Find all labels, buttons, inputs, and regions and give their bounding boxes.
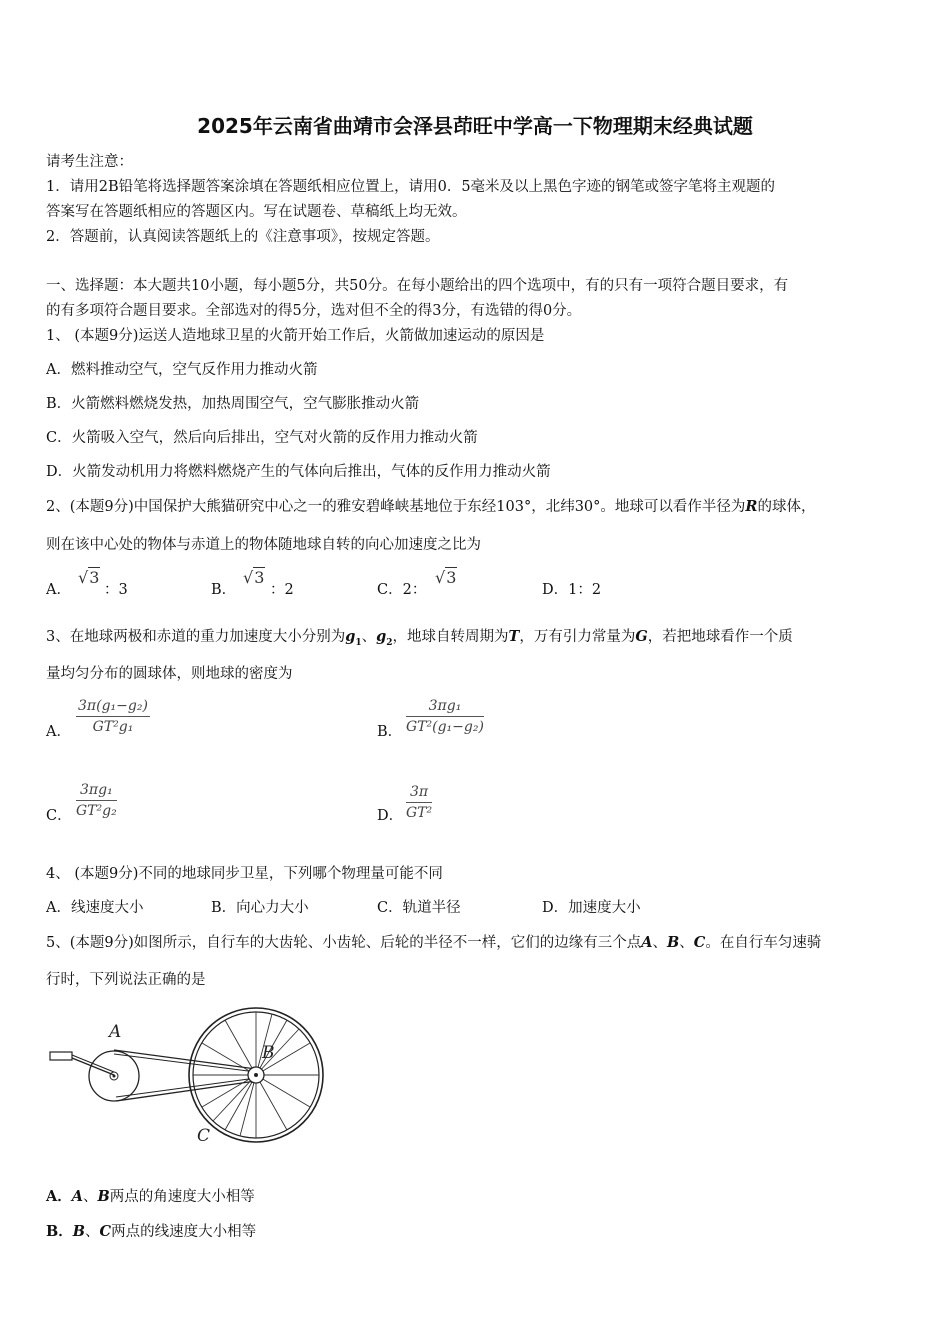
q2-option-a-radicand: 3 [89,568,100,587]
q5-stem-b: 。在自行车匀速骑 [705,935,822,951]
q3-g2-symbol: g [376,628,387,645]
q5-stem-a: 5、(本题9分)如图所示，自行车的大齿轮、小齿轮、后轮的半径不一样，它们的边缘有三个点 [46,935,642,951]
bicycle-gear-figure [44,1000,334,1150]
q5-option-a-label: A． [46,1188,72,1205]
big-gear-center [113,1075,116,1078]
figure-label-c: C [197,1126,211,1146]
q3-stem-c: ，万有引力常量为 [519,629,636,645]
q3-g1-symbol: g [345,628,356,645]
q2-option-a-sqrt: √3 [78,568,100,587]
q3-option-c-denominator: GT²g₂ [76,803,117,819]
q2-option-b-label: B． [211,582,237,598]
small-gear-center [254,1073,258,1077]
page-title: 2025年云南省曲靖市会泽县茚旺中学高一下物理期末经典试题 [197,114,753,138]
q5-option-a-point-1: A [71,1188,84,1205]
q2-radius-symbol: R [745,498,758,515]
wheel-spoke [202,1075,256,1107]
q3-option-d-denominator: GT² [406,805,433,821]
wheel-spoke [256,1075,310,1107]
q3-separator: 、 [361,629,377,645]
q5-point-c: C [693,934,706,951]
q2-option-a-ratio: ：3 [104,582,128,598]
notice-line-1a: 1．请用2B铅笔将选择题答案涂填在答题纸相应位置上，请用0．5毫米及以上黑色字迹的钢笔或签字笔将主观题的 [46,179,776,195]
q5-option-a-text: 两点的角速度大小相等 [109,1189,255,1205]
q5-option-b-text: 两点的线速度大小相等 [111,1224,257,1240]
q3-stem-b: ，地球自转周期为 [392,629,509,645]
section-heading-line-1: 一、选择题：本大题共10小题，每小题5分，共50分。在每小题给出的四个选项中，有的只有一项符合题目要求，有 [46,278,789,294]
q5-option-a-point-2: B [97,1188,110,1205]
q3-option-a-numerator: 3π(g₁−g₂) [76,698,150,717]
q5-point-b: B [667,934,680,951]
q3-option-b-denominator: GT²(g₁−g₂) [406,719,484,735]
q3-g2-subscript: 2 [386,637,393,648]
q3-option-a-denominator: GT²g₁ [92,719,134,735]
q5-option-b-label: B． [46,1223,73,1240]
q3-option-b-label: B． [377,724,403,740]
notice-heading: 请考生注意： [46,154,133,170]
q2-option-c-label: C．2： [377,582,427,598]
figure-label-a: A [109,1022,122,1042]
q3-gravity-constant-symbol: G [635,628,648,645]
q3-option-d-numerator: 3π [406,784,432,803]
figure-label-b: B [262,1043,275,1063]
q2-stem-line-1 [46,497,815,517]
q1-stem: 1、 (本题9分)运送人造地球卫星的火箭开始工作后，火箭做加速运动的原因是 [46,328,545,344]
q4-option-a: A．线速度大小 [46,900,144,916]
q4-stem: 4、 (本题9分)不同的地球同步卫星，下列哪个物理量可能不同 [46,866,443,882]
q5-separator-2: 、 [679,935,694,951]
q2-option-d: D．1：2 [542,582,602,598]
q3-option-a-label: A． [46,724,71,740]
chain-top [114,1050,256,1069]
q5-option-b-separator: 、 [85,1224,100,1240]
q5-option-a [46,1187,255,1207]
q3-stem-a: 3、在地球两极和赤道的重力加速度大小分别为 [46,629,346,645]
q5-option-b-point-1: B [72,1223,86,1240]
q2-option-b-radicand: 3 [254,568,265,587]
q2-option-a-label: A． [46,582,71,598]
wheel-spoke [202,1043,256,1075]
q3-stem-line-1 [46,627,793,653]
q3-option-c-label: C． [46,808,72,824]
q3-option-c-fraction [76,782,117,819]
q3-option-b-numerator: 3πg₁ [406,698,484,717]
crank-arm [72,1058,114,1075]
q5-stem-line-2: 行时，下列说法正确的是 [46,972,206,988]
q3-option-a-fraction [76,698,150,735]
q5-option-b [46,1222,256,1242]
q1-option-a: A．燃料推动空气，空气反作用力推动火箭 [46,362,318,378]
q3-option-c-numerator: 3πg₁ [76,782,117,801]
q3-stem-d: ，若把地球看作一个质 [647,629,793,645]
q2-stem-b: 的球体， [757,499,816,515]
q2-option-b-sqrt: √3 [243,568,265,587]
q3-stem-line-2: 量均匀分布的圆球体，则地球的密度为 [46,666,293,682]
q4-option-c: C．轨道半径 [377,900,461,916]
q5-separator-1: 、 [652,935,668,951]
q3-option-d-fraction [406,784,432,821]
section-heading-line-2: 的有多项符合题目要求。全部选对的得5分，选对但不全的得3分，有选错的得0分。 [46,303,582,319]
q4-option-d: D．加速度大小 [542,900,641,916]
q1-option-c: C．火箭吸入空气，然后向后排出，空气对火箭的反作用力推动火箭 [46,430,478,446]
q1-option-d: D．火箭发动机用力将燃料燃烧产生的气体向后推出，气体的反作用力推动火箭 [46,464,551,480]
pedal-icon [50,1052,72,1060]
notice-line-2: 2．答题前，认真阅读答题纸上的《注意事项》，按规定答题。 [46,229,440,245]
q1-option-b: B．火箭燃料燃烧发热，加热周围空气，空气膨胀推动火箭 [46,396,420,412]
q2-option-c-sqrt: √3 [435,568,457,587]
q5-point-a: A [641,934,653,951]
q2-option-b-ratio: ：2 [270,582,294,598]
q5-stem-line-1 [46,933,821,953]
q4-option-b: B．向心力大小 [211,900,309,916]
wheel-spoke [256,1075,287,1130]
q2-stem-a: 2、(本题9分)中国保护大熊猫研究中心之一的雅安碧峰峡基地位于东经103°，北纬30°。地球可以看作半径为 [46,499,746,515]
q3-option-d-label: D． [377,808,404,824]
q2-option-c-radicand: 3 [446,568,457,587]
q2-stem-line-2: 则在该中心处的物体与赤道上的物体随地球自转的向心加速度之比为 [46,537,481,553]
notice-line-1b: 答案写在答题纸相应的答题区内。写在试题卷、草稿纸上均无效。 [46,204,467,220]
q5-option-a-separator: 、 [83,1189,98,1205]
q3-period-symbol: T [508,628,520,645]
q3-g1-subscript: 1 [355,637,362,648]
q5-option-b-point-2: C [99,1223,112,1240]
q3-option-b-fraction [406,698,484,735]
